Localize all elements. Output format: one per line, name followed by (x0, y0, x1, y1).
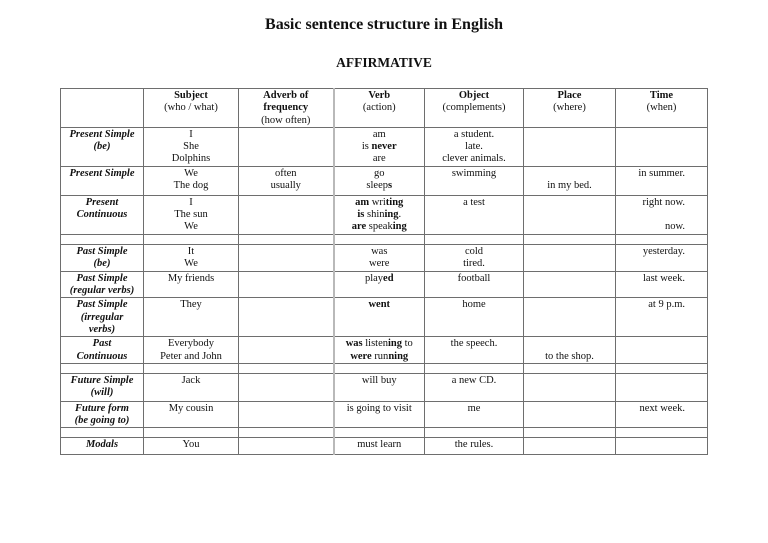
spacer-row (61, 234, 708, 244)
verb-text: play (364, 272, 384, 284)
place-cell (524, 337, 616, 364)
verb-line (337, 273, 423, 285)
place-cell (524, 438, 616, 455)
table-row (61, 401, 708, 428)
header-sublabel: (complements) (442, 102, 506, 114)
object-cell (425, 337, 524, 364)
subject-text: I (189, 196, 193, 208)
subject-cell (144, 234, 239, 244)
place-cell (524, 428, 616, 438)
subject-cell (144, 373, 239, 401)
subject-text: Jack (181, 374, 201, 386)
subject-text: My friends (167, 272, 215, 284)
time-cell (616, 428, 708, 438)
time-cell (616, 438, 708, 455)
time-cell (616, 337, 708, 364)
table-row (61, 438, 708, 455)
subject-text: We (184, 257, 198, 269)
verb-line (337, 351, 423, 363)
subject-text: The dog (173, 180, 209, 192)
adverb-cell (239, 234, 334, 244)
time-text: right now. (642, 196, 685, 208)
header-label: Adverb of (263, 90, 309, 101)
adverb-cell (239, 373, 334, 401)
verb-line (337, 375, 423, 387)
verb-line (337, 221, 423, 233)
adverb-cell (239, 166, 334, 195)
object-cell (425, 401, 524, 428)
verb-emphasis: ning (388, 350, 409, 362)
tense-cell (61, 438, 144, 455)
verb-emphasis: were (350, 350, 372, 362)
subject-text: The sun (174, 209, 208, 221)
object-text: tired. (463, 257, 485, 269)
verb-text: must learn (357, 439, 402, 451)
verb-cell (334, 438, 425, 455)
place-text (526, 338, 613, 350)
tense-text: (will) (90, 387, 114, 399)
table-row (61, 298, 708, 337)
place-cell (524, 195, 616, 234)
object-text: late. (465, 141, 483, 153)
verb-emphasis: ting (385, 196, 404, 208)
tense-text: Continuous (76, 209, 128, 221)
tense-cell (61, 195, 144, 234)
verb-emphasis: s (387, 180, 393, 192)
subject-text: She (183, 141, 199, 153)
verb-cell (334, 195, 425, 234)
table-row (61, 166, 708, 195)
header-sublabel: frequency (263, 102, 309, 114)
tense-cell (61, 337, 144, 364)
header-label: Verb (368, 90, 391, 101)
subject-text: Everybody (167, 338, 215, 350)
adverb-text: usually (270, 180, 301, 192)
header-cell-time (616, 89, 708, 128)
verb-text: speak (366, 221, 393, 233)
time-text: now. (664, 221, 685, 233)
object-text: home (462, 299, 486, 311)
adverb-cell (239, 363, 334, 373)
object-text: cold (464, 245, 484, 257)
tense-cell (61, 127, 144, 166)
verb-emphasis: went (368, 299, 391, 311)
verb-emphasis: was (345, 338, 363, 350)
tense-text: Past Simple (76, 299, 128, 311)
verb-line (337, 141, 423, 153)
verb-cell (334, 234, 425, 244)
verb-line (337, 258, 423, 270)
header-sublabel: (how often) (261, 114, 311, 126)
time-cell (616, 195, 708, 234)
tense-text: Past (92, 338, 112, 350)
time-cell (616, 373, 708, 401)
tense-text: Present (85, 196, 119, 208)
verb-cell (334, 428, 425, 438)
place-cell (524, 234, 616, 244)
tense-text: (be) (93, 257, 111, 269)
time-text: yesterday. (642, 245, 685, 257)
header-sublabel: (action) (362, 102, 396, 114)
place-cell (524, 373, 616, 401)
subject-cell (144, 401, 239, 428)
header-label: Object (458, 90, 490, 101)
header-sublabel: (where) (553, 102, 586, 114)
verb-line (337, 246, 423, 258)
place-text (526, 168, 613, 180)
time-cell (616, 166, 708, 195)
tense-cell (61, 401, 144, 428)
verb-emphasis: ing (384, 209, 399, 221)
place-text: to the shop. (545, 350, 594, 362)
tense-text: Present Simple (69, 128, 135, 140)
verb-text: is going to visit (346, 402, 412, 414)
tense-text: (be going to) (74, 415, 130, 427)
object-text: clever animals. (442, 153, 506, 165)
place-cell (524, 363, 616, 373)
object-cell (425, 244, 524, 271)
table-row (61, 195, 708, 234)
object-text: a new CD. (451, 374, 497, 386)
verb-text: go (374, 167, 385, 179)
verb-cell (334, 244, 425, 271)
time-text: at 9 p.m. (648, 299, 685, 311)
tense-text: (irregular (80, 311, 124, 323)
tense-cell (61, 234, 144, 244)
verb-line (337, 153, 423, 165)
verb-emphasis: ing (387, 338, 402, 350)
verb-line (337, 299, 423, 311)
tense-text: Future form (75, 402, 129, 414)
verb-line (337, 197, 423, 209)
verb-line (337, 129, 423, 141)
time-text (618, 209, 685, 221)
header-sublabel: (when) (646, 102, 677, 114)
verb-cell (334, 298, 425, 337)
tense-cell (61, 428, 144, 438)
verb-emphasis: am (355, 196, 370, 208)
table-row (61, 271, 708, 298)
verb-text: am (372, 128, 386, 140)
tense-cell (61, 244, 144, 271)
adverb-cell (239, 127, 334, 166)
time-text: next week. (639, 402, 685, 414)
place-cell (524, 298, 616, 337)
subject-cell (144, 438, 239, 455)
tense-text: Modals (85, 439, 119, 451)
time-cell (616, 234, 708, 244)
verb-line (337, 180, 423, 192)
time-cell (616, 401, 708, 428)
verb-emphasis: are (351, 221, 367, 233)
header-cell-blank (61, 89, 144, 128)
tense-text: Continuous (76, 350, 128, 362)
verb-emphasis: is (357, 209, 365, 221)
place-cell (524, 244, 616, 271)
subject-cell (144, 127, 239, 166)
tense-text: Present Simple (69, 167, 135, 179)
header-label: Time (649, 90, 674, 101)
verb-text: sleep (366, 180, 388, 192)
verb-cell (334, 166, 425, 195)
verb-cell (334, 401, 425, 428)
header-cell-object (425, 89, 524, 128)
adverb-text: often (274, 167, 297, 179)
time-text: in summer. (638, 167, 685, 179)
adverb-cell (239, 298, 334, 337)
verb-text: will buy (361, 374, 397, 386)
verb-emphasis: never (371, 141, 397, 153)
subject-cell (144, 428, 239, 438)
verb-cell (334, 373, 425, 401)
verb-text: was (371, 245, 388, 257)
verb-text: are (372, 153, 386, 165)
subject-text: They (180, 299, 202, 311)
tense-cell (61, 271, 144, 298)
time-cell (616, 363, 708, 373)
object-cell (425, 271, 524, 298)
subject-cell (144, 298, 239, 337)
tense-text: Future Simple (70, 374, 134, 386)
tense-text: Past Simple (76, 245, 128, 257)
subject-cell (144, 195, 239, 234)
object-cell (425, 166, 524, 195)
verb-text: to (402, 338, 413, 350)
time-cell (616, 298, 708, 337)
header-sublabel: (who / what) (164, 102, 218, 114)
subject-cell (144, 337, 239, 364)
object-text: a test (463, 196, 485, 208)
subject-text: We (184, 221, 198, 233)
verb-cell (334, 363, 425, 373)
subject-text: It (187, 245, 195, 257)
tense-text: Past Simple (76, 272, 128, 284)
document-title: Basic sentence structure in English (265, 16, 503, 33)
verb-emphasis: ed (383, 272, 394, 284)
subject-text: Dolphins (171, 153, 211, 165)
verb-line (337, 439, 423, 451)
object-cell (425, 373, 524, 401)
verb-cell (334, 337, 425, 364)
subject-cell (144, 244, 239, 271)
verb-line (337, 403, 423, 415)
verb-line (337, 209, 423, 221)
adverb-cell (239, 401, 334, 428)
place-cell (524, 166, 616, 195)
object-cell (425, 363, 524, 373)
subject-cell (144, 363, 239, 373)
verb-line (337, 338, 423, 350)
header-label: Subject (174, 90, 208, 101)
adverb-cell (239, 438, 334, 455)
table-row (61, 127, 708, 166)
object-text: the speech. (450, 338, 498, 350)
place-cell (524, 401, 616, 428)
subject-text: We (184, 167, 198, 179)
object-cell (425, 438, 524, 455)
object-cell (425, 298, 524, 337)
time-cell (616, 271, 708, 298)
verb-text: listen (362, 338, 388, 350)
object-text: swimming (451, 167, 497, 179)
adverb-cell (239, 271, 334, 298)
verb-emphasis: ing (392, 221, 407, 233)
sentence-structure-table (60, 88, 708, 455)
subject-text: My cousin (168, 402, 214, 414)
header-cell-verb (334, 89, 425, 128)
tense-cell (61, 166, 144, 195)
verb-text: wri (369, 196, 386, 208)
verb-text: . (398, 209, 402, 221)
adverb-cell (239, 428, 334, 438)
adverb-cell (239, 244, 334, 271)
place-text: in my bed. (547, 180, 592, 192)
spacer-row (61, 428, 708, 438)
object-text: football (457, 272, 491, 284)
subject-text: I (189, 128, 193, 140)
subject-text: You (182, 439, 200, 451)
header-row (61, 89, 708, 128)
subject-cell (144, 166, 239, 195)
section-heading: AFFIRMATIVE (336, 55, 432, 70)
tense-text: verbs) (88, 323, 116, 335)
object-text: a student. (453, 128, 495, 140)
adverb-cell (239, 337, 334, 364)
time-cell (616, 244, 708, 271)
tense-cell (61, 373, 144, 401)
verb-cell (334, 127, 425, 166)
tense-text: (be) (93, 141, 111, 153)
adverb-cell (239, 195, 334, 234)
object-cell (425, 127, 524, 166)
object-cell (425, 234, 524, 244)
header-cell-adverb-of (239, 89, 334, 128)
place-cell (524, 127, 616, 166)
time-cell (616, 127, 708, 166)
verb-line (337, 168, 423, 180)
header-cell-subject (144, 89, 239, 128)
place-cell (524, 271, 616, 298)
object-cell (425, 428, 524, 438)
verb-text: run (371, 350, 389, 362)
table-row (61, 373, 708, 401)
table-row (61, 244, 708, 271)
tense-cell (61, 363, 144, 373)
verb-text: shin (364, 209, 385, 221)
object-cell (425, 195, 524, 234)
verb-cell (334, 271, 425, 298)
object-text: the rules. (454, 439, 494, 451)
verb-text: is (361, 141, 372, 153)
table-row (61, 337, 708, 364)
object-text: me (467, 402, 481, 414)
header-cell-place (524, 89, 616, 128)
tense-cell (61, 298, 144, 337)
subject-text: Peter and John (160, 350, 222, 362)
subject-cell (144, 271, 239, 298)
tense-text: (regular verbs) (69, 284, 135, 296)
header-label: Place (557, 90, 582, 101)
spacer-row (61, 363, 708, 373)
verb-text: were (369, 257, 390, 269)
time-text: last week. (643, 272, 685, 284)
